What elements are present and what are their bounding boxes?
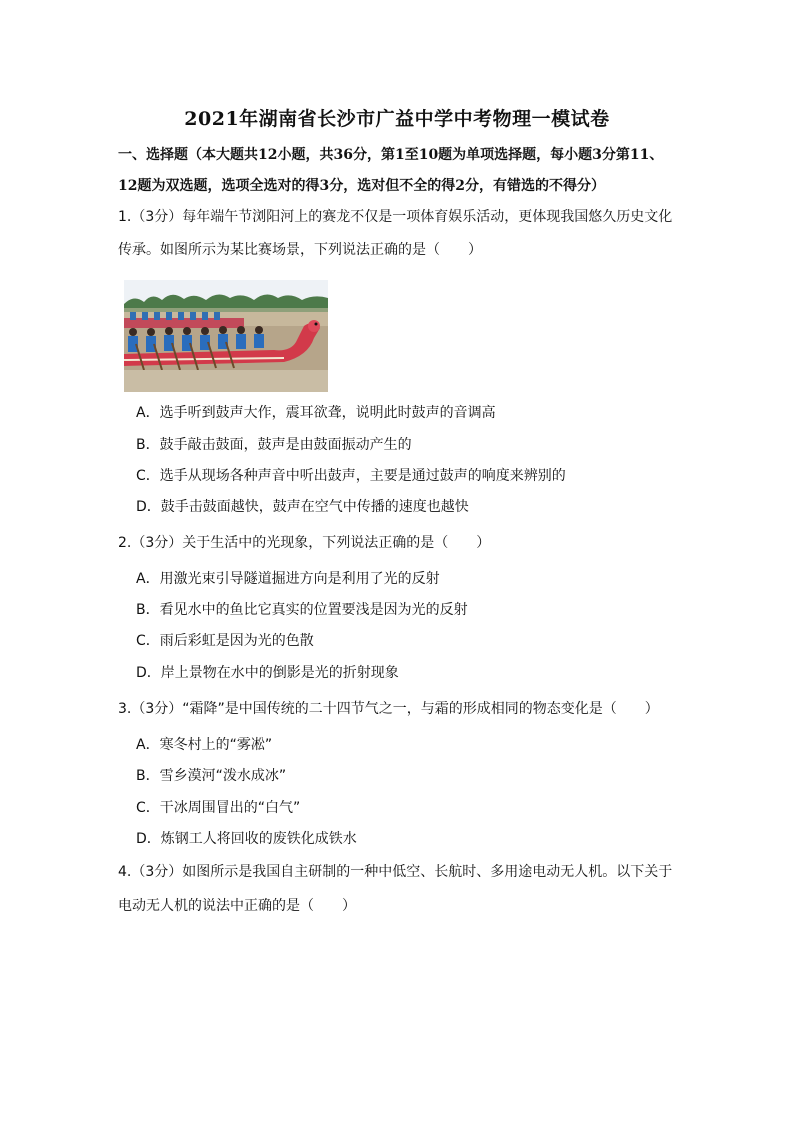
question-3-stem: 3.（3分）“霜降”是中国传统的二十四节气之一，与霜的形成相同的物态变化是（ ） [118, 701, 659, 717]
dragon-boat-race-photo [124, 280, 328, 392]
page-title: 2021年湖南省长沙市广益中学中考物理一模试卷 [184, 108, 610, 130]
question-1-option-a: A．选手听到鼓声大作，震耳欲聋，说明此时鼓声的音调高 [136, 405, 496, 421]
question-1-option-d: D．鼓手击鼓面越快，鼓声在空气中传播的速度也越快 [136, 499, 469, 515]
question-4-stem-line-2: 电动无人机的说法中正确的是（ ） [118, 898, 356, 914]
section-heading-line-1: 一、选择题（本大题共12小题，共36分，第1至10题为单项选择题，每小题3分第11、 [118, 147, 664, 163]
question-2-option-d: D．岸上景物在水中的倒影是光的折射现象 [136, 665, 399, 681]
question-3-option-d: D．炼钢工人将回收的废铁化成铁水 [136, 831, 357, 847]
question-3-option-a: A．寒冬村上的“雾凇” [136, 737, 273, 753]
question-2-option-b: B．看见水中的鱼比它真实的位置要浅是因为光的反射 [136, 602, 468, 618]
question-4-stem-line-1: 4.（3分）如图所示是我国自主研制的一种中低空、长航时、多用途电动无人机。以下关于 [118, 864, 673, 880]
question-1-option-b: B．鼓手敲击鼓面，鼓声是由鼓面振动产生的 [136, 437, 412, 453]
question-3-option-c: C．干冰周围冒出的“白气” [136, 800, 301, 816]
question-2-stem: 2.（3分）关于生活中的光现象，下列说法正确的是（ ） [118, 535, 491, 551]
question-3-option-b: B．雪乡漠河“泼水成冰” [136, 768, 287, 784]
question-2-option-c: C．雨后彩虹是因为光的色散 [136, 633, 314, 649]
question-1-stem-line-2: 传承。如图所示为某比赛场景，下列说法正确的是（ ） [118, 242, 482, 258]
question-1-stem-line-1: 1.（3分）每年端午节浏阳河上的赛龙不仅是一项体育娱乐活动，更体现我国悠久历史文化 [118, 209, 673, 225]
question-1-option-c: C．选手从现场各种声音中听出鼓声，主要是通过鼓声的响度来辨别的 [136, 468, 566, 484]
question-2-option-a: A．用激光束引导隧道掘进方向是利用了光的反射 [136, 571, 440, 587]
section-heading-line-2: 12题为双选题，选项全选对的得3分，选对但不全的得2分，有错选的不得分） [118, 178, 605, 194]
